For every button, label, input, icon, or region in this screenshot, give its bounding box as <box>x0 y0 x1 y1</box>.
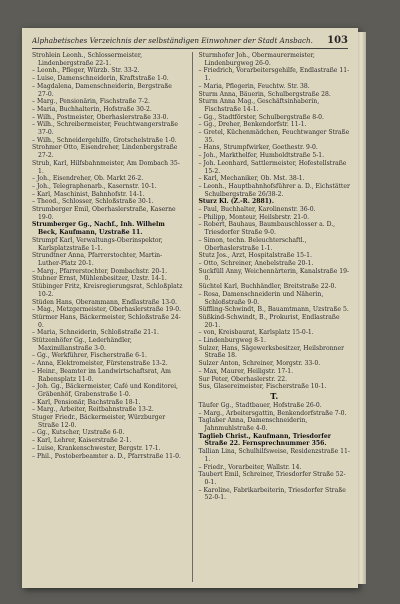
directory-entry: – Anna, Elektromeister, Fürstenstraße 13-2. <box>32 360 168 368</box>
directory-entry: Stüden Hans, Oberammann, Endlastraße 13-0. <box>32 298 177 306</box>
page-edge <box>358 32 366 584</box>
directory-entry: – Marg., Pfarrerstochter, Dombachstr. 20-1. <box>32 267 168 275</box>
directory-entry: Taglaber Anna, Damenschneiderin, Jahnmuhlstraße 4-0. <box>198 417 308 433</box>
page-running-title: Alphabetisches Verzeichnis der selbständigen Einwohner der Stadt Ansbach. <box>32 35 313 45</box>
directory-entry: – Leonh., Hauptbahnhofsführer a. D., Eichstätter Schulbergstraße 26/38-2. <box>198 182 350 198</box>
directory-entry: – Rosa, Damenschneiderin und Näherin, Schloßstraße 9-0. <box>198 290 324 306</box>
directory-entry: – Friedrich, Vorarbeitersgehilfe, Endlastraße 11-1. <box>198 67 350 83</box>
page-number: 103 <box>327 34 348 46</box>
directory-entry: Stubner Ernst, Mühlenbesitzer, Uzstr. 14-1. <box>32 275 167 283</box>
directory-entry: – Wilh., Schreibermeister, Feuchtwangerstraße 37-0. <box>32 121 179 137</box>
directory-entry: Sur Peter, Oberhaslerstr. 22. <box>198 375 288 383</box>
directory-entry: Sus, Glasereimeister, Fischerstraße 10-1. <box>198 383 327 391</box>
directory-entry: – Gg., Stadtförster, Schulbergstraße 8-0. <box>198 113 324 121</box>
directory-entry: – Wilh., Postmeister, Oberhaslerstraße 33-0. <box>32 113 169 121</box>
directory-entry: Sturm Anna Mag., Geschäftsinhaberin, Fischstraße 14-1. <box>198 98 320 113</box>
directory-entry: – Joh., Eisendreher, Ob. Markt 26-2. <box>32 175 144 183</box>
directory-entry: – Joh. Leonhard, Sattlermeister, Hofestellstraße 15-2. <box>198 159 347 175</box>
directory-entry: Strundtner Anna, Pfarrerstochter, Martin-Luther-Platz 20-1. <box>32 252 163 267</box>
directory-entry: – Simon, techn. Beleuchterschaftl., Oberhaslerstraße 1-1. <box>198 236 307 252</box>
directory-entry: – von, Kreisbaurat, Karlsplatz 15-0-1. <box>198 329 314 337</box>
directory-entry: – Heinr., Beamter im Landwirtschaftsrat, Am Rabensplatz 11-0. <box>32 367 171 383</box>
directory-entry: – Magdalena, Damenschneiderin, Bergstraße 27-0. <box>32 82 172 98</box>
directory-entry: – Max, Maurer, Heiligstr. 17-1. <box>198 367 294 375</box>
directory-entry: Strohlein Leonh., Schlossermeister, Lindenbergstraße 22-1. <box>32 52 143 67</box>
directory-entry: Sturm Anna, Bäuerin, Schulbergstraße 28. <box>198 90 331 98</box>
directory-entry: Sulzer, Hans, Sägewerksbesitzer, Heilsbronner Straße 18. <box>198 344 344 360</box>
directory-entry: – Marg., Pensionärin, Fischstraße 7-2. <box>32 98 150 106</box>
directory-entry: – Marg., Arbeitersgattin, Benkendorfstraße 7-0. <box>198 409 347 417</box>
directory-entry: – Lindenburgweg 8-1. <box>198 337 266 345</box>
directory-entry: Täufer Gg., Stadtbauer, Hofstraße 26-0. <box>198 401 322 409</box>
directory-entry: – Hans, Strumpfwirker, Goethestr. 9-0. <box>198 144 318 152</box>
directory-entry: Stutz Jos., Arzt, Hospitalstraße 15-1. <box>198 252 312 260</box>
directory-entry: – Karl, Mechaniker, Ob. Mst. 38-1. <box>198 175 305 183</box>
directory-entry: – Theod., Schlosser, Schloßstraße 30-1. <box>32 198 154 206</box>
directory-entry: – Marg., Arbeiter, Reitbahnstraße 13-2. <box>32 406 154 414</box>
directory-entry: – Joh., Markthelfer, Humboldtstraße 5-1. <box>198 152 325 160</box>
directory-entry: – Gg., Werkführer, Fischerstraße 6-1. <box>32 352 147 360</box>
right-column <box>192 52 351 582</box>
directory-entry: – Joh. Gg., Bäckermeister, Café und Konditorei, Gräbenhöf, Grabenstraße 1-0. <box>32 383 178 398</box>
directory-entry: Taubert Emil, Schreiner, Triesdorfer Straße 52-0-1. <box>198 471 346 486</box>
directory-entry: Stübinger Fritz, Kreisregierungsrat, Schloßplatz 10-2. <box>32 283 183 298</box>
directory-columns <box>32 52 350 582</box>
directory-entry: Taglieb Christ., Kaufmann, Triesdorfer Straße 22. Fernsprechnummer 356. <box>198 432 331 448</box>
directory-entry: Stuger Friedr., Bäckermeister, Würzburger Straße 12-0. <box>32 414 166 429</box>
directory-entry: Süffling-Schwindt, B., Bauamtmann, Uzstraße 5. <box>198 306 349 314</box>
directory-entry: – Luise, Damenschneiderin, Kraftstraße 1-0. <box>32 75 169 83</box>
directory-entry: Sturmhofer Joh., Obermaurermeister, Lindenburgweg 26-0. <box>198 52 315 67</box>
directory-entry: – Maria, Pflegerin, Feuchtw. Str. 38. <box>198 82 310 90</box>
directory-entry: – Otto, Schreiner, Anebelstraße 20-1. <box>198 259 314 267</box>
directory-entry: – Mag., Metzgermeister, Oberhaslerstraße 19-0. <box>32 306 182 314</box>
directory-entry: – Joh., Telegraphenarb., Kasernstr. 10-1. <box>32 182 157 190</box>
directory-entry: – Karl, Maschinist, Bahnhofstr. 14-1. <box>32 190 145 198</box>
directory-entry: – Maria, Schneiderin, Schloßstraße 21-1. <box>32 329 159 337</box>
directory-entry: Stürmer Hans, Bäckermeister, Schloßstraße 24-0. <box>32 313 181 329</box>
directory-entry: Sturz Kl. (Z.-R. 2881). <box>198 198 274 206</box>
directory-entry: – Wilh., Schneidergehilfe, Grotschelstraße 1-0. <box>32 136 177 144</box>
directory-entry: – Robert, Bauhaus, Baumbauschlosser a. D., Triesdorfer Straße 9-0. <box>198 221 336 237</box>
directory-entry: – Philipp, Monteur, Heilsbrstr. 21-0. <box>198 213 310 221</box>
directory-entry: Tallian Lina, Schulhilfsweise, Residenzstraße 11-1. <box>198 448 350 463</box>
directory-entry: – Maria, Buchhalterin, Hofstraße 30-2. <box>32 105 152 113</box>
directory-entry: – Gg., Dreher, Benkendorfstr. 11-1. <box>198 121 307 129</box>
directory-entry: – Karl, Lehrer, Kaiserstraße 2-1. <box>32 437 132 445</box>
directory-entry: – Karl, Pensionär, Bachstraße 18-1. <box>32 398 141 406</box>
directory-entry: Strumpf Karl, Verwaltungs-Oberinspektor, Karlsplatzstraße 1-1. <box>32 236 163 252</box>
directory-entry: Suckfüll Anny, Weichennärterin, Kanalstraße 19-0. <box>198 267 350 283</box>
directory-entry: Strohmer Otto, Eisendreher, Lindenbergstraße 27-2. <box>32 144 178 160</box>
directory-entry: – Gretel, Küchenmädchen, Feuchtwanger Straße 35. <box>198 129 350 144</box>
directory-entry: – Paul, Buchhalter, Karolinenstr. 36-0. <box>198 206 316 214</box>
directory-entry: – Gg., Kutscher, Uzstraße 6-0. <box>32 429 125 437</box>
directory-entry: Strumberger Gg., Nachf., Inh. Wilhelm Beck, Kaufmann, Uzstraße 11. <box>32 221 165 237</box>
book-page <box>22 28 358 588</box>
directory-entry: – Friedr., Vorarbeiter, Wallstr. 14. <box>198 463 302 471</box>
left-column <box>32 52 184 582</box>
directory-entry: – Karoline, Fabrikarbeiterin, Triesdorfer Straße 52-0-1. <box>198 486 346 502</box>
directory-entry: Süchtel Karl, Buchhändler, Breitstraße 22-0. <box>198 283 337 291</box>
directory-entry: – Luise, Krankenschwester, Bergstr. 17-1. <box>32 444 161 452</box>
section-letter: T. <box>270 390 279 401</box>
directory-entry: Süßkind-Schwindt, B., Prokurist, Endlastraße 20-1. <box>198 313 340 329</box>
directory-entry: – Phil., Postoberbeamter a. D., Pfarrstraße 11-0. <box>32 452 181 460</box>
page-header <box>32 32 348 49</box>
directory-entry: Stützenhöfer Gg., Lederhändler, Maximilianstraße 3-0. <box>32 337 132 352</box>
directory-entry: Strub, Karl, Hilfsbahnmeister, Am Dombach 35-1. <box>32 159 180 175</box>
directory-entry: – Leonh., Pfleger, Würzb. Str. 33-2. <box>32 67 140 75</box>
directory-entry: Sulzer Anton, Schreiner, Morgstr. 33-0. <box>198 360 321 368</box>
directory-entry: Strumberger Emil, Oberhaslerstraße, Kaserne 19-0. <box>32 206 176 221</box>
